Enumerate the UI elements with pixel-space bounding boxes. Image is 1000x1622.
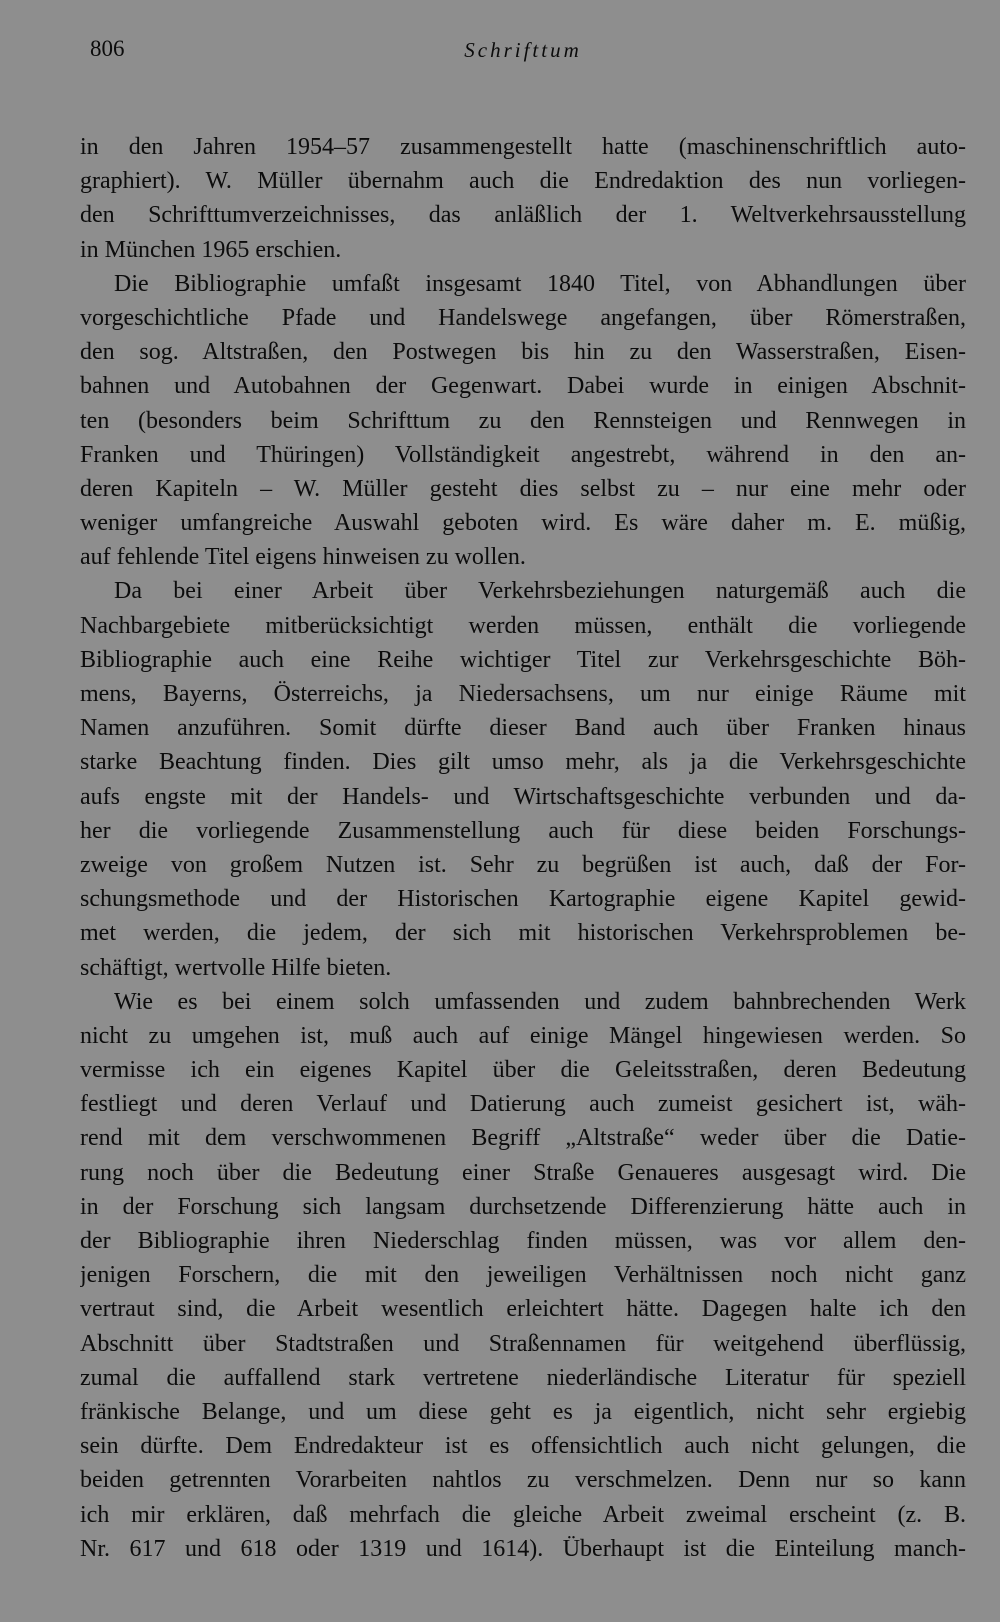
text-line: vermisse ich ein eigenes Kapitel über die Geleitsstraßen, deren Bedeutung — [80, 1057, 966, 1084]
text-line: in den Jahren 1954–57 zusammengestellt hatte (maschinenschriftlich auto- — [80, 134, 966, 160]
text-line: den Schrifttumverzeichnisses, das anläßlich der 1. Weltverkehrsausstellung — [80, 202, 966, 229]
text-line: her die vorliegende Zusammenstellung auch für diese beiden Forschungs- — [80, 817, 966, 844]
text-line: bahnen und Autobahnen der Gegenwart. Dabei wurde in einigen Abschnit- — [80, 373, 966, 400]
paragraph — [80, 574, 966, 984]
text-line: Nachbargebiete mitberücksichtigt werden müssen, enthält die vorliegende — [80, 612, 966, 639]
text-line: vertraut sind, die Arbeit wesentlich erleichtert hätte. Dagegen halte ich den — [80, 1296, 966, 1323]
text-line: deren Kapiteln – W. Müller gesteht dies selbst zu – nur eine mehr oder — [80, 475, 966, 502]
paragraph — [80, 985, 966, 1566]
text-line: schungsmethode und der Historischen Kartographie eigene Kapitel gewid- — [80, 886, 966, 913]
text-line: ten (besonders beim Schrifttum zu den Rennsteigen und Rennwegen in — [80, 407, 966, 434]
text-line: den sog. Altstraßen, den Postwegen bis hin zu den Wasserstraßen, Eisen- — [80, 339, 966, 366]
text-line: mens, Bayerns, Österreichs, ja Niedersachsens, um nur einige Räume mit — [80, 681, 966, 707]
text-line: jenigen Forschern, die mit den jeweiligen Verhältnissen noch nicht ganz — [80, 1262, 966, 1289]
text-line: Die Bibliographie umfaßt insgesamt 1840 Titel, von Abhandlungen über — [114, 270, 966, 297]
text-line: fränkische Belange, und um diese geht es ja eigentlich, nicht sehr ergiebig — [80, 1398, 966, 1425]
text-line: graphiert). W. Müller übernahm auch die Endredaktion des nun vorliegen- — [80, 168, 966, 195]
text-line: sein dürfte. Dem Endredakteur ist es offensichtlich auch nicht gelungen, die — [80, 1433, 966, 1460]
text-line: schäftigt, wertvolle Hilfe bieten. — [80, 954, 392, 981]
text-line: starke Beachtung finden. Dies gilt umso mehr, als ja die Verkehrsgeschichte — [80, 749, 966, 776]
text-line: der Bibliographie ihren Niederschlag finden müssen, was vor allem den- — [80, 1228, 966, 1254]
text-line: in der Forschung sich langsam durchsetzende Differenzierung hätte auch in — [80, 1193, 966, 1220]
text-line: ich mir erklären, daß mehrfach die gleiche Arbeit zweimal erscheint (z. B. — [80, 1501, 966, 1528]
text-line: Abschnitt über Stadtstraßen und Straßennamen für weitgehend überflüssig, — [80, 1330, 966, 1357]
text-line: vorgeschichtliche Pfade und Handelswege angefangen, über Römerstraßen, — [80, 304, 966, 331]
text-line: weniger umfangreiche Auswahl geboten wird. Es wäre daher m. E. müßig, — [80, 510, 966, 537]
page-number: 806 — [90, 36, 125, 61]
text-line: rend mit dem verschwommenen Begriff „Altstraße“ weder über die Datie- — [80, 1125, 966, 1152]
text-line: festliegt und deren Verlauf und Datierung auch zumeist gesichert ist, wäh- — [80, 1091, 966, 1118]
text-line: Nr. 617 und 618 oder 1319 und 1614). Überhaupt ist die Einteilung manch- — [80, 1535, 966, 1562]
paragraph — [80, 130, 966, 267]
text-line: Wie es bei einem solch umfassenden und zudem bahnbrechenden Werk — [114, 988, 966, 1015]
text-line: Namen anzuführen. Somit dürfte dieser Band auch über Franken hinaus — [80, 715, 966, 742]
text-line: nicht zu umgehen ist, muß auch auf einige Mängel hingewiesen werden. So — [80, 1022, 966, 1049]
text-line: zumal die auffallend stark vertretene niederländische Literatur für speziell — [80, 1364, 966, 1391]
text-line: Franken und Thüringen) Vollständigkeit angestrebt, während in den an- — [80, 441, 966, 468]
paragraph — [80, 267, 966, 575]
text-line: beiden getrennten Vorarbeiten nahtlos zu verschmelzen. Denn nur so kann — [80, 1467, 966, 1494]
page-header — [80, 36, 966, 76]
text-line: met werden, die jedem, der sich mit historischen Verkehrsproblemen be- — [80, 920, 966, 947]
text-line: auf fehlende Titel eigens hinweisen zu wollen. — [80, 544, 526, 571]
text-line: aufs engste mit der Handels- und Wirtschaftsgeschichte verbunden und da- — [80, 783, 966, 810]
body-text — [80, 130, 966, 1566]
document-page — [80, 36, 966, 1566]
text-line: rung noch über die Bedeutung einer Straße Genaueres ausgesagt wird. Die — [80, 1159, 966, 1186]
text-line: zweige von großem Nutzen ist. Sehr zu begrüßen ist auch, daß der For- — [80, 851, 966, 878]
text-line: Bibliographie auch eine Reihe wichtiger Titel zur Verkehrsgeschichte Böh- — [80, 646, 966, 673]
text-line: in München 1965 erschien. — [80, 236, 342, 263]
running-title: Schrifttum — [464, 38, 582, 62]
text-line: Da bei einer Arbeit über Verkehrsbeziehungen naturgemäß auch die — [114, 578, 966, 605]
